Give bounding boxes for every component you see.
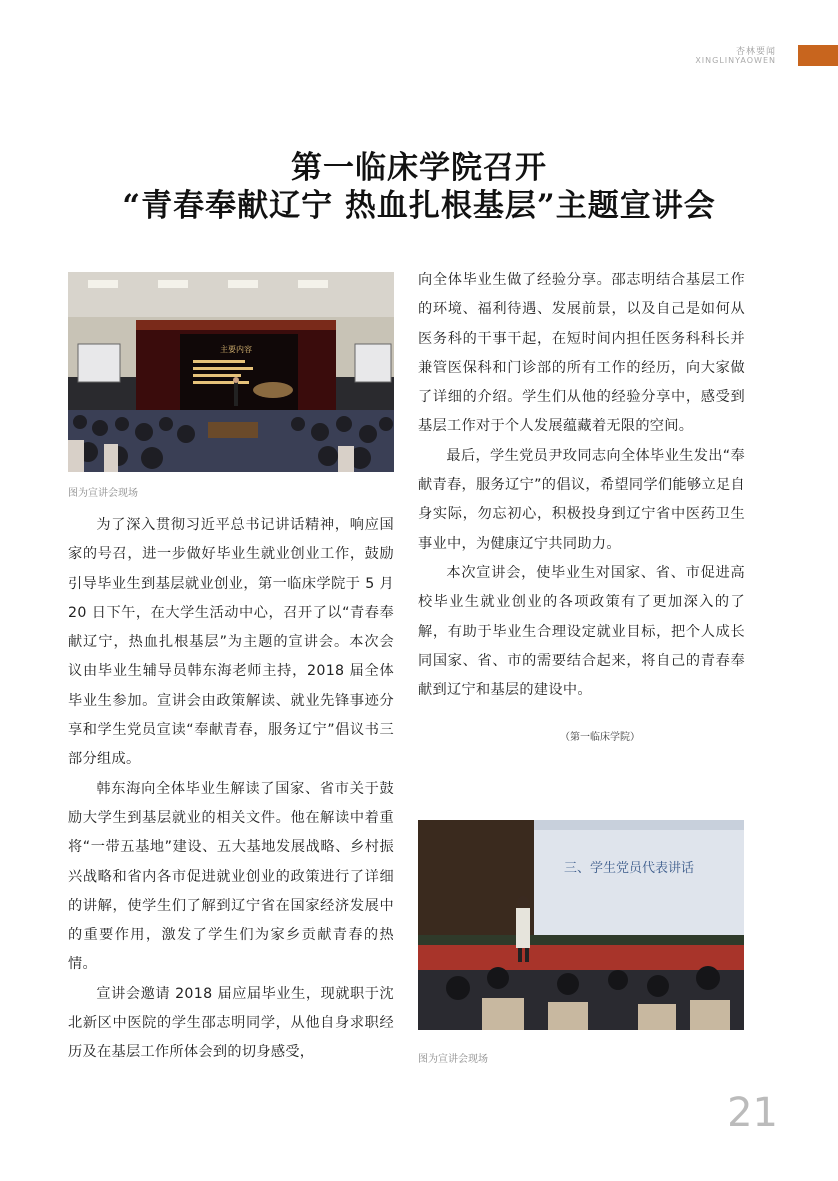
photo-lecture-hall	[68, 272, 394, 472]
slide-heading: 三、学生党员代表讲话	[564, 861, 695, 876]
article-body-left	[68, 511, 394, 1068]
paragraph: 为了深入贯彻习近平总书记讲话精神，响应国家的号召，进一步做好毕业生就业创业工作，鼓励引导毕业生到基层就业创业，第一临床学院于 5 月 20 日下午，在大学生活动中心，召开了以“青春奉献辽宁，热血扎根基层”为主题的宣讲会。本次会议由毕业生辅导员韩东海老师主持，2018 届全体毕业生参加。宣讲会由政策解读、就业先锋事迹分享和学生党员宣读“奉献青春，服务辽宁”倡议书三部分组成。	[68, 517, 394, 768]
photo-student-speaker	[418, 820, 744, 1030]
page-number: 21	[727, 1090, 778, 1136]
photo-caption: 图为宣讲会现场	[68, 488, 138, 499]
paragraph: 宣讲会邀请 2018 届应届毕业生，现就职于沈北新区中医院的学生邵志明同学，从他自身求职经历及在基层工作所体会到的切身感受，	[68, 985, 394, 1061]
article-signature: （第一临床学院）	[560, 732, 640, 743]
article-title-line2: “青春奉献辽宁 热血扎根基层”主题宣讲会	[122, 188, 716, 224]
article-body-right	[418, 266, 745, 705]
paragraph: 向全体毕业生做了经验分享。邵志明结合基层工作的环境、福利待遇、发展前景，以及自己是如何从医务科的干事干起，在短时间内担任医务科科长并兼管医保科和门诊部的所有工作的经历，向大家做了详细的介绍。学生们从他的经验分享中，感受到基层工作对于个人发展蕴藏着无限的空间。	[418, 272, 745, 435]
section-title-en: XINGLINYAOWEN	[695, 56, 776, 65]
section-accent-bar	[798, 45, 838, 66]
paragraph: 最后，学生党员尹玫同志向全体毕业生发出“奉献青春，服务辽宁”的倡议，希望同学们能够立足自身实际，勿忘初心，积极投身到辽宁省中医药卫生事业中，为健康辽宁共同助力。	[418, 447, 745, 552]
slide-heading: 主要内容	[220, 345, 252, 354]
paragraph: 韩东海向全体毕业生解读了国家、省市关于鼓励大学生到基层就业的相关文件。他在解读中着重将“一带五基地”建设、五大基地发展战略、乡村振兴战略和省内各市促进就业创业的政策进行了详细的讲解，使学生们了解到辽宁省在国家经济发展中的重要作用，激发了学生们为家乡贡献青春的热情。	[68, 780, 394, 973]
article-title-line1: 第一临床学院召开	[291, 150, 547, 186]
photo-caption: 图为宣讲会现场	[418, 1054, 488, 1065]
section-title: 杏林要闻	[735, 47, 776, 57]
paragraph: 本次宣讲会，使毕业生对国家、省、市促进高校毕业生就业创业的各项政策有了更加深入的了解，有助于毕业生合理设定就业目标，把个人成长同国家、省、市的需要结合起来，将自己的青春奉献到辽宁和基层的建设中。	[418, 564, 745, 699]
